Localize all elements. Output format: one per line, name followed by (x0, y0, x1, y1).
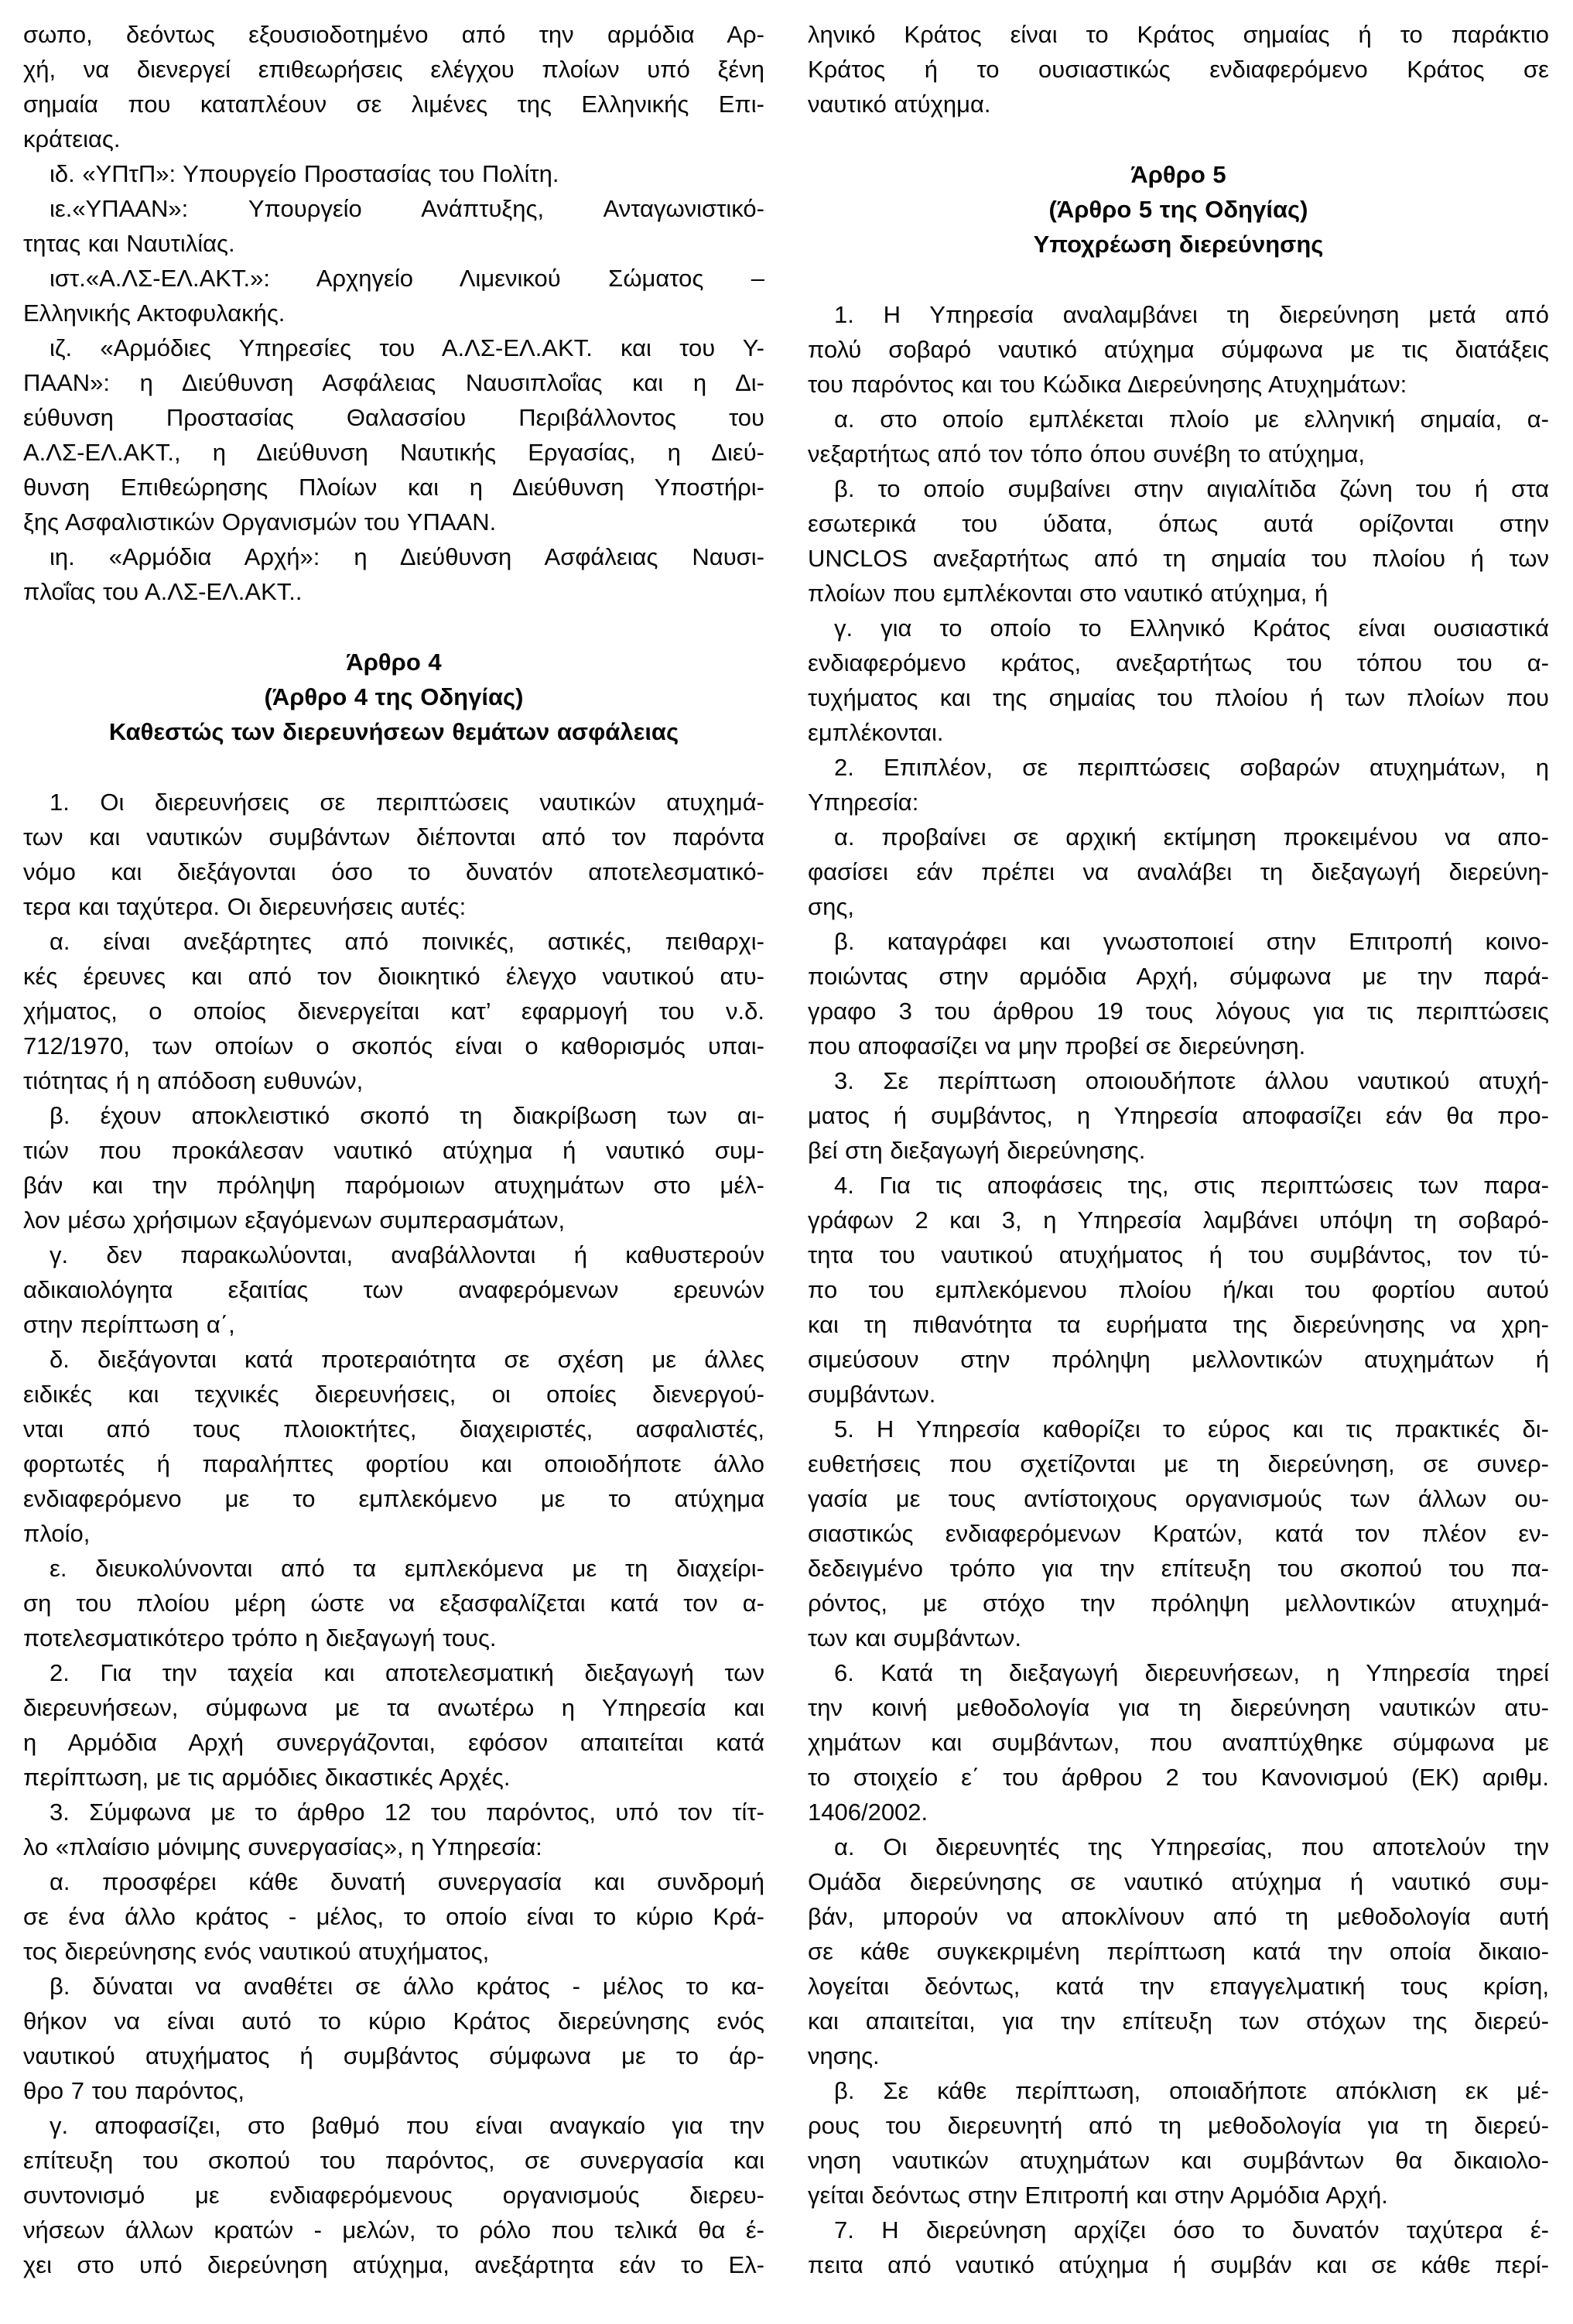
text-line: χει στο υπό διερεύνηση ατύχημα, ανεξάρτητα εάν το Ελ- (23, 2251, 764, 2278)
text-line: διερευνήσεων, σύμφωνα με τα ανωτέρω η Υπηρεσία και (23, 1694, 764, 1721)
text-line: 1. Οι διερευνήσεις σε περιπτώσεις ναυτικών ατυχημά- (50, 789, 764, 816)
text-line: νηση ναυτικών ατυχημάτων και συμβάντων θα δικαιολο- (808, 2147, 1549, 2174)
article-heading (808, 157, 1549, 262)
text-line: ξης Ασφαλιστικών Οργανισμών του ΥΠΑΑΝ. (23, 508, 497, 536)
text-line: σημαία που καταπλέουν σε λιμένες της Ελληνικής Επι- (23, 91, 764, 118)
text-line: επίτευξη του σκοπού του παρόντος, σε συνεργασία και (23, 2147, 764, 2174)
text-line: και απαιτείται, για την επίτευξη των στόχων της διερεύ- (808, 2007, 1549, 2035)
text-line: θρο 7 του παρόντος, (23, 2077, 245, 2104)
text-line: θήκον να είναι αυτό το κύριο Κράτος διερεύνησης ενός (23, 2007, 764, 2035)
text-line: πλοίο, (23, 1520, 91, 1547)
text-line: τητα του ναυτικού ατυχήματος ή του συμβάντος, τον τύ- (808, 1241, 1549, 1268)
text-line: δεδειγμένο τρόπο για την επίτευξη του σκοπού του πα- (808, 1555, 1549, 1582)
text-line: Κράτος ή το ουσιαστικώς ενδιαφερόμενο Κράτος σε (808, 56, 1549, 83)
paragraph (23, 1969, 764, 2108)
text-line: 3. Σε περίπτωση οποιουδήποτε άλλου ναυτικού ατυχή- (834, 1067, 1549, 1094)
text-line: α. στο οποίο εμπλέκεται πλοίο με ελληνική σημαία, α- (834, 406, 1549, 433)
text-line: β. δύναται να αναθέτει σε άλλο κράτος - μέλος το κα- (50, 1973, 764, 2000)
text-line: νται από τους πλοιοκτήτες, διαχειριστές, ασφαλιστές, (23, 1415, 764, 1443)
text-line: νήσεων άλλων κρατών - μελών, το ρόλο που τελικά θα έ- (23, 2216, 764, 2244)
paragraph (23, 1551, 764, 1655)
paragraph (23, 539, 764, 609)
text-line: πειτα από ναυτικό ατύχημα ή συμβάν και σε κάθε περί- (808, 2251, 1549, 2278)
text-line: ε. διευκολύνονται από τα εμπλεκόμενα με τη διαχείρι- (50, 1555, 764, 1582)
text-line: σε ένα άλλο κράτος - μέλος, το οποίο είναι το κύριο Κρά- (23, 1903, 764, 1930)
paragraph (808, 1412, 1549, 1655)
text-line: γ. για το οποίο το Ελληνικό Κράτος είναι ουσιαστικά (834, 614, 1549, 642)
text-line: λον μέσω χρήσιμων εξαγόμενων συμπερασμάτων, (23, 1206, 566, 1234)
text-line: γράφων 2 και 3, η Υπηρεσία λαμβάνει υπόψη τη σοβαρό- (808, 1206, 1549, 1234)
paragraph (23, 17, 764, 156)
text-line: Υπηρεσία: (808, 789, 919, 816)
text-line: βεί στη διεξαγωγή διερεύνησης. (808, 1137, 1146, 1164)
text-line: 6. Κατά τη διεξαγωγή διερευνήσεων, η Υπηρεσία τηρεί (834, 1659, 1549, 1686)
text-line: νόμο και διεξάγονται όσο το δυνατόν αποτελεσματικό- (23, 858, 764, 885)
text-line: τιών που προκάλεσαν ναυτικό ατύχημα ή ναυτικό συμ- (23, 1137, 764, 1164)
heading-line: (Άρθρο 5 της Οδηγίας) (1048, 196, 1308, 223)
text-line: ιη. «Αρμόδια Αρχή»: η Διεύθυνση Ασφάλειας Ναυσι- (50, 543, 764, 570)
paragraph (808, 924, 1549, 1063)
paragraph (23, 330, 764, 539)
text-line: β. το οποίο συμβαίνει στην αιγιαλίτιδα ζώνη του ή στα (834, 475, 1549, 502)
text-line: χημάτων και συμβάντων, που αναπτύχθηκε σύμφωνα με (808, 1729, 1549, 1756)
text-line: σιαστικώς ενδιαφερόμενων Κρατών, κατά τον πλέον εν- (808, 1520, 1549, 1547)
text-line: 712/1970, των οποίων ο σκοπός είναι ο καθορισμός υπαι- (23, 1032, 764, 1059)
paragraph (23, 1795, 764, 1864)
text-line: ευθετήσεις που σχετίζονται με τη διερεύνηση, σε συνερ- (808, 1450, 1549, 1477)
text-line: τυχήματος και της σημαίας του πλοίου ή των πλοίων που (808, 684, 1549, 711)
text-line: ιδ. «ΥΠτΠ»: Υπουργείο Προστασίας του Πολίτη. (50, 160, 559, 187)
text-line: τος διερεύνησης ενός ναυτικού ατυχήματος, (23, 1938, 490, 1965)
paragraph (23, 1342, 764, 1551)
text-line: το στοιχείο ε΄ του άρθρου 2 του Κανονισμού (ΕΚ) αριθμ. (808, 1764, 1549, 1791)
paragraph (808, 611, 1549, 750)
text-line: του παρόντος και του Κώδικα Διερεύνησης Ατυχημάτων: (808, 371, 1407, 398)
text-line: ΠΑΑΝ»: η Διεύθυνση Ασφάλειας Ναυσιπλοΐας και η Δι- (23, 369, 764, 396)
text-line: περίπτωση, με τις αρμόδιες δικαστικές Αρχές. (23, 1764, 511, 1791)
text-line: 5. Η Υπηρεσία καθορίζει το εύρος και τις πρακτικές δι- (834, 1415, 1549, 1443)
text-line: τητας και Ναυτιλίας. (23, 230, 235, 257)
text-line: συμβάντων. (808, 1381, 936, 1408)
paragraph (23, 1864, 764, 1969)
text-line: στην περίπτωση α΄, (23, 1311, 235, 1338)
text-line: η Αρμόδια Αρχή συνεργάζονται, εφόσον απαιτείται κατά (23, 1729, 764, 1756)
paragraph (808, 2213, 1549, 2282)
text-line: β. καταγράφει και γνωστοποιεί στην Επιτροπή κοινο- (834, 928, 1549, 955)
paragraph (23, 261, 764, 330)
text-line: φορτωτές ή παραλήπτες φορτίου και οποιοδήποτε άλλο (23, 1450, 764, 1477)
paragraph (808, 1829, 1549, 2073)
text-line: ποτελεσματικότερο τρόπο η διεξαγωγή τους. (23, 1624, 497, 1651)
text-line: ιστ.«Α.ΛΣ-ΕΛ.ΑΚΤ.»: Αρχηγείο Λιμενικού Σώματος – (50, 265, 764, 292)
text-line: ρους του διερευνητή από τη μεθοδολογία για τη διερεύ- (808, 2112, 1549, 2139)
text-line: β. Σε κάθε περίπτωση, οποιαδήποτε απόκλιση εκ μέ- (834, 2077, 1549, 2104)
text-line: τερα και ταχύτερα. Οι διερευνήσεις αυτές: (23, 893, 467, 920)
text-line: πο του εμπλεκόμενου πλοίου ή/και του φορτίου αυτού (808, 1276, 1549, 1303)
text-line: φασίσει εάν πρέπει να αναλάβει τη διεξαγωγή διερεύνη- (808, 858, 1549, 885)
text-line: εμπλέκονται. (808, 719, 944, 746)
text-line: ναυτικό ατύχημα. (808, 91, 991, 118)
text-column-right (808, 17, 1549, 2282)
text-line: σε κάθε συγκεκριμένη περίπτωση κατά την οποία δικαιο- (808, 1938, 1549, 1965)
paragraph (808, 750, 1549, 820)
text-line: χήματος, ο οποίος διενεργείται κατ’ εφαρμογή του ν.δ. (23, 998, 764, 1025)
paragraph (808, 471, 1549, 611)
text-line: κράτειας. (23, 125, 121, 152)
article-heading (23, 645, 764, 749)
text-line: ιε.«ΥΠΑΑΝ»: Υπουργείο Ανάπτυξης, Ανταγωνιστικό- (50, 195, 764, 222)
paragraph (808, 297, 1549, 402)
paragraph (808, 2073, 1549, 2213)
text-line: ναυτικού ατυχήματος ή συμβάντος σύμφωνα με το άρ- (23, 2042, 764, 2069)
text-line: βάν και την πρόληψη παρόμοιων ατυχημάτων στο μέλ- (23, 1172, 764, 1199)
paragraph (808, 1063, 1549, 1168)
paragraph (808, 820, 1549, 924)
text-line: γασία με τους αντίστοιχους οργανισμούς των άλλων ου- (808, 1485, 1549, 1512)
text-line: σωπο, δεόντως εξουσιοδοτημένο από την αρμόδια Αρ- (23, 21, 764, 48)
text-line: εύθυνση Προστασίας Θαλασσίου Περιβάλλοντος του (23, 404, 764, 431)
text-line: Ελληνικής Ακτοφυλακής. (23, 299, 286, 327)
paragraph (23, 1237, 764, 1342)
text-line: βάν, μπορούν να αποκλίνουν από τη μεθοδολογία αυτή (808, 1903, 1549, 1930)
text-line: Α.ΛΣ-ΕΛ.ΑΚΤ., η Διεύθυνση Ναυτικής Εργασίας, η Διεύ- (23, 439, 764, 466)
text-line: ενδιαφερόμενο κράτος, ανεξαρτήτως του τόπου του α- (808, 649, 1549, 676)
paragraph (808, 402, 1549, 471)
text-line: 2. Επιπλέον, σε περιπτώσεις σοβαρών ατυχημάτων, η (834, 754, 1549, 781)
text-line: ιζ. «Αρμόδιες Υπηρεσίες του Α.ΛΣ-ΕΛ.ΑΚΤ. και του Υ- (50, 334, 764, 361)
two-column-text-layout (23, 17, 1550, 2282)
text-line: των και συμβάντων. (808, 1624, 1021, 1651)
text-line: 2. Για την ταχεία και αποτελεσματική διεξαγωγή των (50, 1659, 764, 1686)
text-line: 7. Η διερεύνηση αρχίζει όσο το δυνατόν ταχύτερα έ- (834, 2216, 1549, 2244)
text-line: των και ναυτικών συμβάντων διέπονται από τον παρόντα (23, 823, 764, 851)
text-line: σιμεύσουν στην πρόληψη μελλοντικών ατυχημάτων ή (808, 1346, 1549, 1373)
text-line: ενδιαφερόμενο με το εμπλεκόμενο με το ατύχημα (23, 1485, 764, 1512)
text-line: Ομάδα διερεύνησης σε ναυτικό ατύχημα ή ναυτικό συμ- (808, 1868, 1549, 1895)
heading-line: Άρθρο 5 (1130, 161, 1226, 188)
paragraph (808, 1655, 1549, 1829)
text-line: ση του πλοίου μέρη ώστε να εξασφαλίζεται κατά τον α- (23, 1590, 764, 1617)
text-line: πλοίων που εμπλέκονται στο ναυτικό ατύχημα, ή (808, 580, 1329, 607)
text-line: ποιώντας στην αρμόδια Αρχή, σύμφωνα με την παρά- (808, 963, 1549, 990)
text-line: α. προσφέρει κάθε δυνατή συνεργασία και συνδρομή (50, 1868, 764, 1895)
text-line: πλοΐας του Α.ΛΣ-ΕΛ.ΑΚΤ.. (23, 578, 303, 605)
text-line: α. προβαίνει σε αρχική εκτίμηση προκειμένου να απο- (834, 823, 1549, 851)
text-line: α. Οι διερευνητές της Υπηρεσίας, που αποτελούν την (834, 1833, 1549, 1860)
text-line: 3. Σύμφωνα με το άρθρο 12 του παρόντος, υπό τον τίτ- (50, 1799, 764, 1826)
paragraph (808, 17, 1549, 122)
text-line: α. είναι ανεξάρτητες από ποινικές, αστικές, πειθαρχι- (50, 928, 764, 955)
heading-line: Άρθρο 4 (346, 649, 442, 676)
text-line: 4. Για τις αποφάσεις της, στις περιπτώσεις των παρα- (834, 1172, 1549, 1199)
paragraph (23, 156, 764, 191)
paragraph (23, 924, 764, 1098)
text-line: που αποφασίζει να μην προβεί σε διερεύνηση. (808, 1032, 1306, 1059)
text-line: δ. διεξάγονται κατά προτεραιότητα σε σχέση με άλλες (50, 1346, 764, 1373)
text-line: χή, να διενεργεί επιθεωρήσεις ελέγχου πλοίων υπό ξένη (23, 56, 764, 83)
heading-line: (Άρθρο 4 της Οδηγίας) (264, 683, 524, 710)
text-line: τιότητας ή η απόδοση ευθυνών, (23, 1067, 364, 1094)
text-line: β. έχουν αποκλειστικό σκοπό τη διακρίβωση των αι- (50, 1102, 764, 1129)
paragraph (23, 785, 764, 924)
heading-line: Υποχρέωση διερεύνησης (1033, 231, 1324, 258)
text-line: ειδικές και τεχνικές διερευνήσεις, οι οποίες διενεργού- (23, 1381, 764, 1408)
text-line: ληνικό Κράτος είναι το Κράτος σημαίας ή το παράκτιο (808, 21, 1549, 48)
paragraph (23, 2108, 764, 2282)
paragraph (23, 191, 764, 261)
text-line: ρόντος, με στόχο την πρόληψη μελλοντικών ατυχημά- (808, 1590, 1549, 1617)
text-line: την κοινή μεθοδολογία για τη διερεύνηση ναυτικών ατυ- (808, 1694, 1549, 1721)
text-line: UNCLOS ανεξαρτήτως από τη σημαία του πλοίου ή των (808, 545, 1549, 572)
text-line: νεξαρτήτως από τον τόπο όπου συνέβη το ατύχημα, (808, 440, 1366, 467)
text-line: λο «πλαίσιο μόνιμης συνεργασίας», η Υπηρεσία: (23, 1833, 542, 1860)
text-line: εσωτερικά του ύδατα, όπως αυτά ορίζονται στην (808, 510, 1549, 537)
text-line: νησης. (808, 2042, 880, 2069)
text-line: γ. αποφασίζει, στο βαθμό που είναι αναγκαίο για την (50, 2112, 764, 2139)
text-line: ματος ή συμβάντος, η Υπηρεσία αποφασίζει εάν θα προ- (808, 1102, 1549, 1129)
text-line: και τη πιθανότητα τα ευρήματα της διερεύνησης να χρη- (808, 1311, 1549, 1338)
text-line: λογείται δεόντως, κατά την επαγγελματική τους κρίση, (808, 1973, 1549, 2000)
text-line: γείται δεόντως στην Επιτροπή και στην Αρμόδια Αρχή. (808, 2182, 1388, 2209)
paragraph (808, 1168, 1549, 1412)
paragraph (23, 1655, 764, 1795)
text-line: θυνση Επιθεώρησης Πλοίων και η Διεύθυνση Υποστήρι- (23, 474, 764, 501)
text-line: κές έρευνες και από τον διοικητικό έλεγχο ναυτικού ατυ- (23, 963, 764, 990)
text-line: 1406/2002. (808, 1799, 928, 1826)
heading-line: Καθεστώς των διερευνήσεων θεμάτων ασφάλειας (108, 718, 679, 745)
paragraph (23, 1098, 764, 1237)
text-line: πολύ σοβαρό ναυτικό ατύχημα σύμφωνα με τις διατάξεις (808, 336, 1549, 363)
text-column-left (23, 17, 764, 2282)
text-line: αδικαιολόγητα εξαιτίας των αναφερόμενων ερευνών (23, 1276, 764, 1303)
text-line: γραφο 3 του άρθρου 19 τους λόγους για τις περιπτώσεις (808, 998, 1549, 1025)
text-line: σης, (808, 893, 854, 920)
text-line: συντονισμό με ενδιαφερόμενους οργανισμούς διερευ- (23, 2182, 764, 2209)
text-line: γ. δεν παρακωλύονται, αναβάλλονται ή καθυστερούν (50, 1241, 764, 1268)
text-line: 1. Η Υπηρεσία αναλαμβάνει τη διερεύνηση μετά από (834, 301, 1549, 328)
